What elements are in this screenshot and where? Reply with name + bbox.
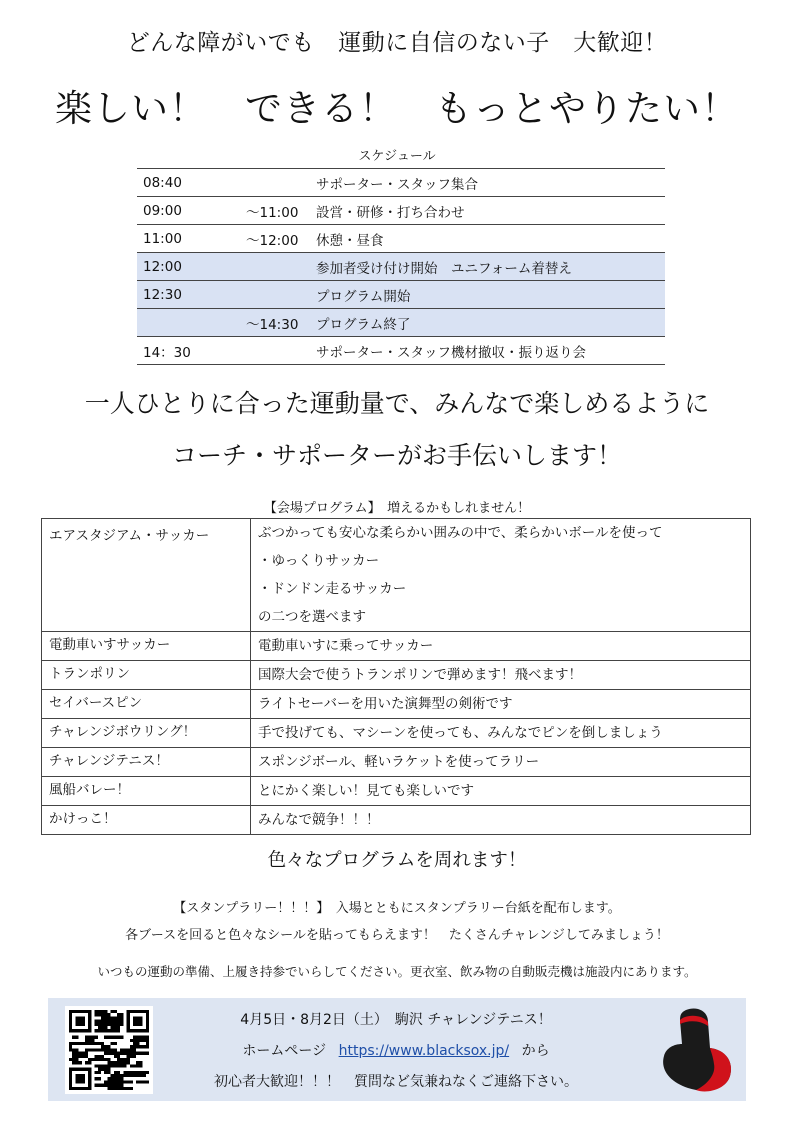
headline-welcome: どんな障がいでも 運動に自信のない子 大歓迎！ (126, 30, 668, 56)
booth-sticker-text: 各ブースを回ると色々なシールを貼ってもらえます！ たくさんチャレンジしてみましょう！ (125, 928, 669, 943)
program-description-line: 電動車いすに乗ってサッカー (258, 638, 434, 654)
schedule-time: 14：30 (137, 337, 240, 365)
schedule-caption (0, 145, 794, 164)
message-line-2: コーチ・サポーターがお手伝いします！ (171, 441, 622, 470)
program-row (42, 748, 751, 777)
homepage-suffix: から (521, 1043, 550, 1059)
homepage-line (186, 1040, 606, 1060)
schedule-time (137, 309, 240, 337)
program-description-line: の二つを選べます (258, 609, 366, 625)
program-description-line: とにかく楽しい！見ても楽しいです (258, 783, 474, 799)
schedule-event: 参加者受け付け開始 ユニフォーム着替え (310, 253, 665, 281)
schedule-event: サポーター・スタッフ機材撤収・振り返り会 (310, 337, 665, 365)
event-dates: 4月5日・8月2日（土） 駒沢 チャレンジテニス！ (240, 1012, 552, 1028)
footer-banner (48, 998, 746, 1101)
schedule-event: サポーター・スタッフ集合 (310, 169, 665, 197)
program-name: 風船バレー！ (42, 777, 251, 806)
schedule-row (137, 169, 665, 197)
program-description-line: スポンジボール、軽いラケットを使ってラリー (258, 754, 540, 770)
program-row (42, 777, 751, 806)
homepage-link[interactable]: https://www.blacksox.jp/ (338, 1043, 510, 1059)
schedule-time: 11:00 (137, 225, 240, 253)
schedule-end-time (240, 337, 310, 365)
schedule-event: 休憩・昼食 (310, 225, 665, 253)
program-row (42, 719, 751, 748)
program-description (251, 806, 751, 835)
contact-note: 初心者大歓迎！！！ 質問など気兼ねなくご連絡下さい。 (214, 1074, 578, 1090)
schedule-time: 12:00 (137, 253, 240, 281)
schedule-event: プログラム終了 (310, 309, 665, 337)
schedule-time: 09:00 (137, 197, 240, 225)
program-row (42, 632, 751, 661)
qr-code-icon[interactable] (65, 1006, 153, 1094)
program-description-line: ライトセーバーを用いた演舞型の剣術です (258, 696, 513, 712)
schedule-caption-text: スケジュール (358, 149, 436, 164)
schedule-event: プログラム開始 (310, 281, 665, 309)
program-name: チャレンジボウリング！ (42, 719, 251, 748)
program-description-line: みんなで競争！！！ (258, 812, 380, 828)
schedule-end-time: ～12:00 (240, 225, 310, 253)
schedule-row (137, 197, 665, 225)
program-row (42, 519, 751, 632)
program-name: トランポリン (42, 661, 251, 690)
schedule-table (137, 168, 665, 365)
program-name: エアスタジアム・サッカー (42, 519, 251, 632)
schedule-row (137, 281, 665, 309)
program-name: かけっこ！ (42, 806, 251, 835)
homepage-label: ホームページ (242, 1043, 327, 1059)
program-row (42, 806, 751, 835)
program-row (42, 690, 751, 719)
program-name: セイバースピン (42, 690, 251, 719)
schedule-end-time: ～14:30 (240, 309, 310, 337)
schedule-end-time (240, 169, 310, 197)
preparation-note: いつもの運動の準備、上履き持参でいらしてください。更衣室、飲み物の自動販売機は施設内にあります。 (97, 964, 697, 979)
program-description (251, 777, 751, 806)
schedule-time: 08:40 (137, 169, 240, 197)
program-description (251, 690, 751, 719)
schedule-end-time (240, 253, 310, 281)
schedule-end-time: ～11:00 (240, 197, 310, 225)
program-description (251, 661, 751, 690)
program-description (251, 719, 751, 748)
schedule-row (137, 225, 665, 253)
program-description-line: ぶつかっても安心な柔らかい囲みの中で、柔らかいボールを使って (258, 525, 663, 541)
program-name: チャレンジテニス！ (42, 748, 251, 777)
schedule-row (137, 309, 665, 337)
program-caption: 【会場プログラム】 増えるかもしれません！ (263, 501, 531, 516)
program-description (251, 632, 751, 661)
schedule-row (137, 253, 665, 281)
program-name: 電動車いすサッカー (42, 632, 251, 661)
program-description-line: 手で投げても、マシーンを使っても、みんなでピンを倒しましょう (258, 725, 663, 741)
schedule-time: 12:30 (137, 281, 240, 309)
headline-main: 楽しい！ できる！ もっとやりたい！ (55, 87, 739, 130)
programs-tour-text: 色々なプログラムを周れます！ (267, 850, 527, 871)
schedule-end-time (240, 281, 310, 309)
program-description-line: ・ドンドン走るサッカー (258, 581, 407, 597)
message-line-1: 一人ひとりに合った運動量で、みんなで楽しめるように (84, 389, 710, 418)
program-table (41, 518, 751, 835)
program-description (251, 748, 751, 777)
program-description (251, 519, 751, 632)
program-description-line: ・ゆっくりサッカー (258, 553, 380, 569)
program-row (42, 661, 751, 690)
program-description-line: 国際大会で使うトランポリンで弾めます！飛べます！ (258, 667, 582, 683)
schedule-row (137, 337, 665, 365)
mascot-sock-icon (656, 1004, 736, 1096)
schedule-event: 設営・研修・打ち合わせ (310, 197, 665, 225)
stamp-rally-text: 【スタンプラリー！！！】 入場とともにスタンプラリー台紙を配布します。 (173, 901, 621, 916)
